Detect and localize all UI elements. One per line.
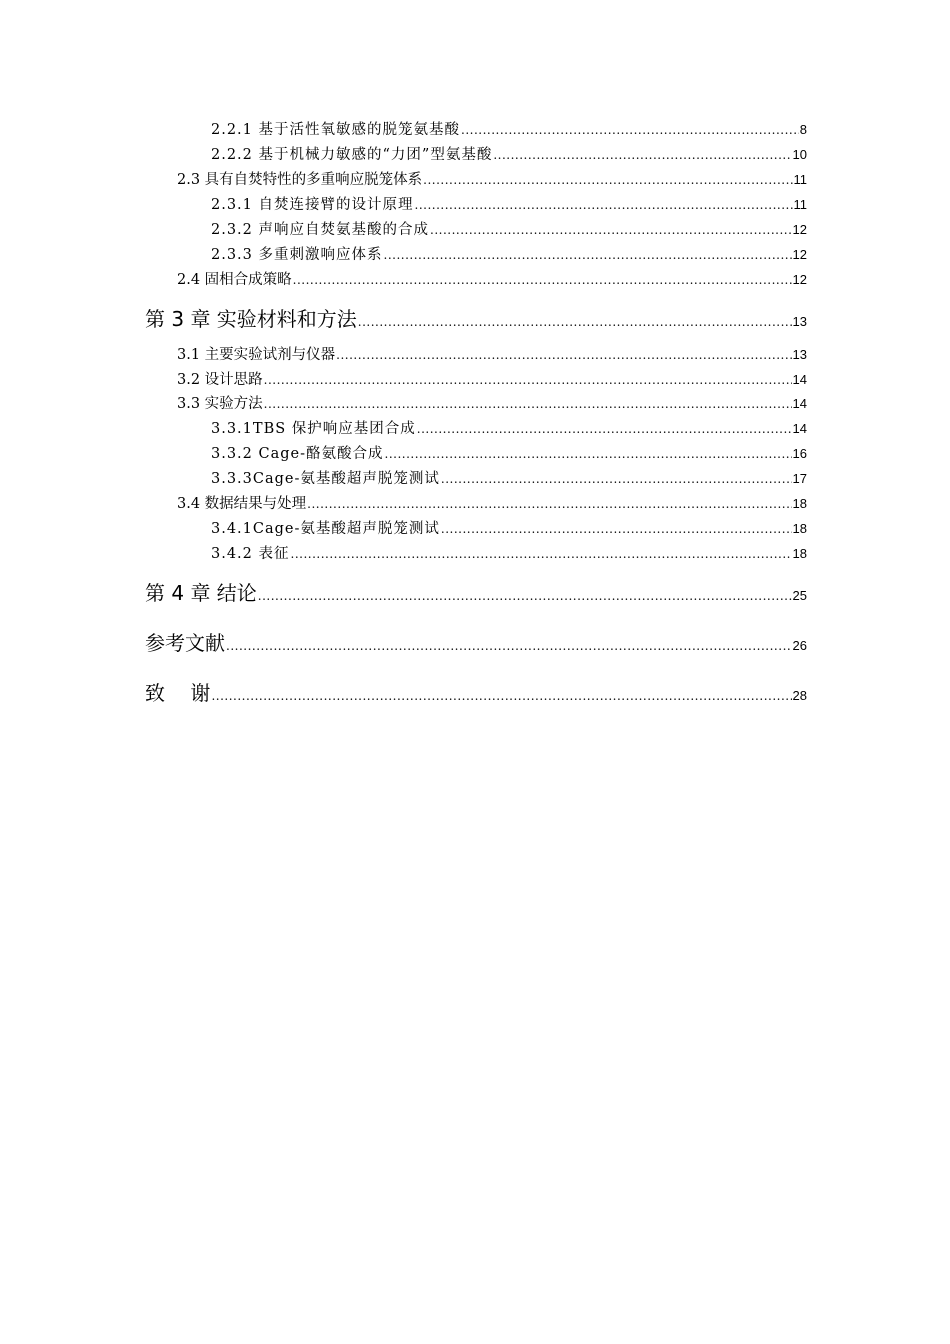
toc-entry-label: 2.3.3 多重刺激响应体系 bbox=[211, 247, 383, 263]
toc-page-number: 14 bbox=[792, 396, 807, 411]
toc-page-number: 12 bbox=[792, 247, 807, 262]
toc-leader-dots bbox=[415, 197, 793, 213]
toc-page-number: 16 bbox=[792, 446, 807, 461]
toc-entry[interactable] bbox=[211, 193, 807, 214]
toc-page-number: 18 bbox=[792, 496, 807, 511]
toc-page-number: 14 bbox=[792, 372, 807, 387]
toc-leader-dots bbox=[417, 421, 792, 437]
toc-entry-label: 2.2.2 基于机械力敏感的“力团”型氨基酸 bbox=[211, 147, 493, 163]
toc-leader-dots bbox=[385, 446, 792, 462]
toc-leader-dots bbox=[293, 272, 792, 288]
toc-entry[interactable] bbox=[211, 243, 807, 264]
toc-leader-dots bbox=[441, 471, 792, 487]
toc-leader-dots bbox=[291, 546, 792, 562]
toc-page-number: 13 bbox=[792, 314, 807, 329]
toc-leader-dots bbox=[336, 347, 791, 363]
toc-chapter-label: 第 3 章 实验材料和方法 bbox=[145, 307, 357, 331]
toc-page-number: 11 bbox=[793, 197, 807, 212]
toc-leader-dots bbox=[226, 631, 792, 655]
toc-entry-label: 3.4.1Cage-氨基酸超声脱笼测试 bbox=[211, 521, 440, 537]
toc-page-number: 25 bbox=[792, 588, 807, 603]
toc-page-number: 10 bbox=[792, 147, 807, 162]
toc-leader-dots bbox=[258, 581, 792, 605]
toc-leader-dots bbox=[423, 172, 792, 188]
toc-leader-dots bbox=[493, 147, 791, 163]
toc-entry[interactable] bbox=[177, 343, 807, 364]
toc-page-number: 11 bbox=[793, 172, 807, 187]
toc-entry-label: 3.3.1TBS 保护响应基团合成 bbox=[211, 421, 416, 437]
toc-chapter-entry[interactable] bbox=[145, 303, 807, 332]
toc-leader-dots bbox=[264, 396, 792, 412]
toc-leader-dots bbox=[384, 247, 792, 263]
toc-entry[interactable] bbox=[177, 392, 807, 413]
toc-entry-label: 3.4.2 表征 bbox=[211, 546, 290, 562]
toc-entry[interactable] bbox=[211, 143, 807, 164]
toc-chapter-entry[interactable] bbox=[145, 627, 807, 656]
toc-page-number: 8 bbox=[799, 122, 807, 137]
toc-entry[interactable] bbox=[177, 268, 807, 289]
toc-leader-dots bbox=[430, 222, 792, 238]
toc-page-number: 12 bbox=[792, 272, 807, 287]
toc-leader-dots bbox=[264, 372, 792, 388]
toc-page-number: 28 bbox=[792, 688, 807, 703]
toc-leader-dots bbox=[307, 496, 791, 512]
toc-entry-label: 3.4 数据结果与处理 bbox=[177, 496, 307, 512]
toc-entry[interactable] bbox=[211, 218, 807, 239]
toc-chapter-label: 第 4 章 结论 bbox=[145, 581, 257, 605]
toc-entry[interactable] bbox=[177, 168, 807, 189]
toc-entry-label: 3.1 主要实验试剂与仪器 bbox=[177, 347, 336, 363]
toc-chapter-entry[interactable] bbox=[145, 577, 807, 606]
toc-entry[interactable] bbox=[211, 417, 807, 438]
toc-entry[interactable] bbox=[211, 118, 807, 139]
toc-entry-label: 2.3.2 声响应自焚氨基酸的合成 bbox=[211, 222, 430, 238]
toc-page-number: 18 bbox=[792, 546, 807, 561]
toc-entry-label: 3.3.3Cage-氨基酸超声脱笼测试 bbox=[211, 471, 440, 487]
toc-entry-label: 2.2.1 基于活性氧敏感的脱笼氨基酸 bbox=[211, 122, 461, 138]
toc-leader-dots bbox=[211, 681, 791, 705]
toc-entry[interactable] bbox=[211, 542, 807, 563]
toc-page-number: 26 bbox=[792, 638, 807, 653]
toc-page-number: 12 bbox=[792, 222, 807, 237]
toc-page-number: 17 bbox=[792, 471, 807, 486]
toc-chapter-label: 参考文献 bbox=[145, 631, 225, 655]
toc-page-number: 18 bbox=[792, 521, 807, 536]
toc-entry-label: 3.3.2 Cage-酪氨酸合成 bbox=[211, 446, 384, 462]
toc-entry[interactable] bbox=[211, 442, 807, 463]
toc-page-number: 14 bbox=[792, 421, 807, 436]
toc-entry-label: 2.3 具有自焚特性的多重响应脱笼体系 bbox=[177, 172, 423, 188]
toc-entry-label: 2.4 固相合成策略 bbox=[177, 272, 292, 288]
toc-chapter-entry[interactable] bbox=[145, 677, 807, 706]
toc-entry[interactable] bbox=[211, 517, 807, 538]
toc-entry[interactable] bbox=[211, 467, 807, 488]
toc-entry-label: 3.2 设计思路 bbox=[177, 372, 263, 388]
toc-leader-dots bbox=[441, 521, 792, 537]
toc-entry-label: 2.3.1 自焚连接臂的设计原理 bbox=[211, 197, 414, 213]
toc-chapter-label: 致 谢 bbox=[145, 681, 211, 705]
toc-leader-dots bbox=[461, 122, 799, 138]
toc-page-number: 13 bbox=[792, 347, 807, 362]
toc-entry[interactable] bbox=[177, 492, 807, 513]
toc-leader-dots bbox=[358, 307, 792, 331]
toc-entry-label: 3.3 实验方法 bbox=[177, 396, 263, 412]
toc-entry[interactable] bbox=[177, 368, 807, 389]
